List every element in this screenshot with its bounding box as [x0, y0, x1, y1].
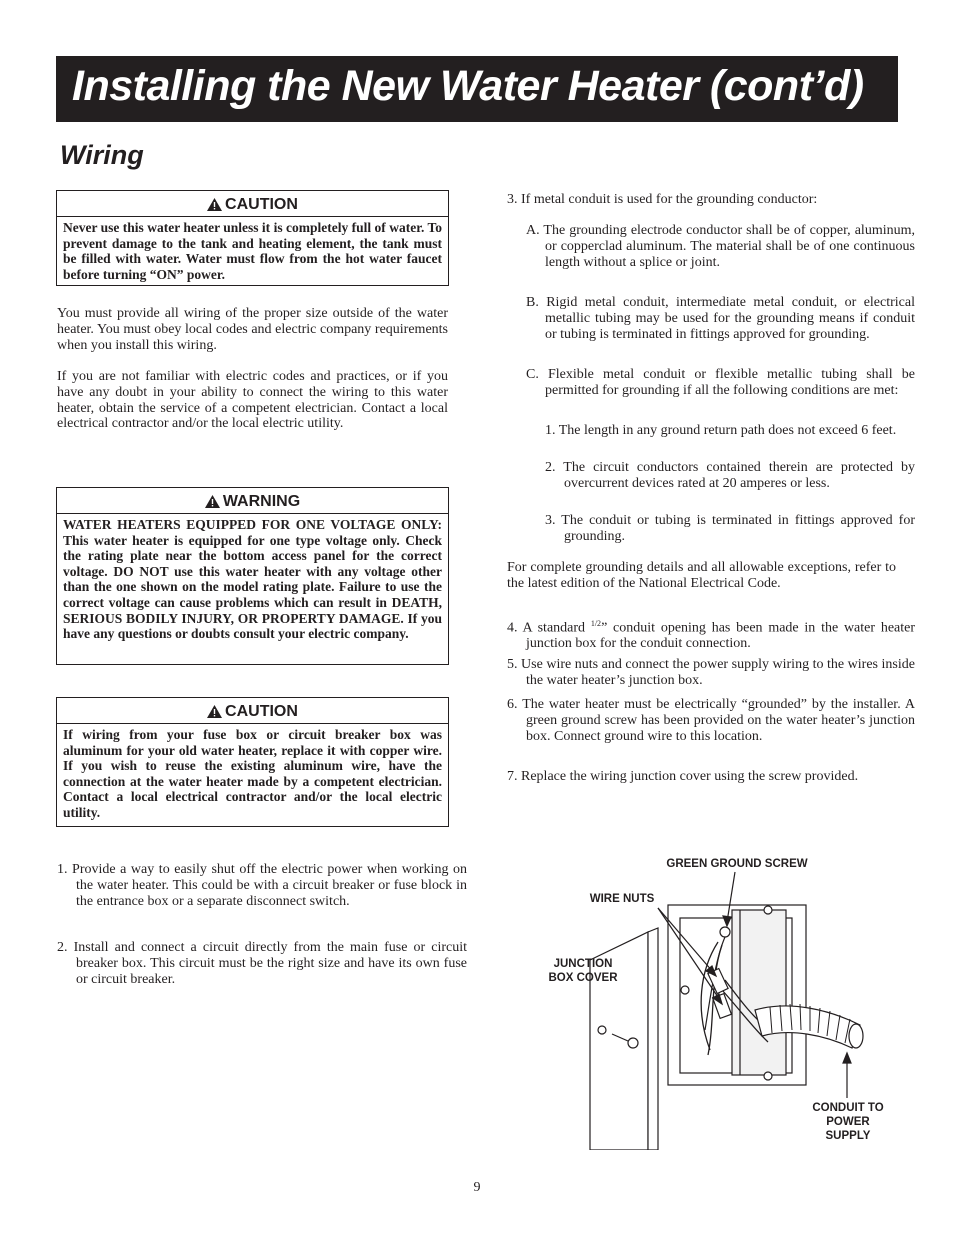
- fraction: 1/2: [590, 619, 602, 628]
- label-conduit: CONDUIT TO POWER SUPPLY: [812, 1102, 884, 1142]
- list-item: B. Rigid metal conduit, intermediate metal conduit, or electrical metallic tubing may be used for the grounding means if conduit or tubing is terminated in fittings approved for grounding.: [526, 295, 915, 342]
- caution-box-1: [56, 190, 449, 286]
- paragraph: For complete grounding details and all allowable exceptions, refer to the latest edition of the National Electrical Code.: [507, 560, 896, 591]
- list-item: 3. The conduit or tubing is terminated in fittings approved for grounding.: [545, 513, 915, 544]
- list-item: 4. A standard $^{1/2}$” conduit opening has been made in the water heater junction box for the conduit connection.: [507, 619, 916, 652]
- warning-triangle-icon: [207, 705, 222, 718]
- caution-heading: CAUTION: [57, 702, 448, 724]
- caution-box-2: [56, 697, 449, 827]
- label-junction-box-cover: JUNCTION BOX COVER: [548, 958, 618, 984]
- list-item: C. Flexible metal conduit or flexible metallic tubing shall be permitted for grounding if all the following conditions are met:: [526, 367, 915, 398]
- list-item: 6. The water heater must be electrically “grounded” by the installer. A green ground screw has been provided on the water heater’s junction box. Connect ground wire to this location.: [507, 697, 915, 744]
- caution-text: If wiring from your fuse box or circuit breaker box was aluminum for your old water heater, replace it with copper wire. If you wish to reuse the existing aluminum wire, have the connection at the water heater made by a competent electrician. Contact a local electrical contractor and/or the local electric utility.: [63, 727, 442, 820]
- paragraph: You must provide all wiring of the proper size outside of the water heater. You must obey local codes and electric company requirements when you install this wiring.: [57, 306, 448, 353]
- section-title: Wiring: [60, 140, 144, 170]
- warning-triangle-icon: [207, 198, 222, 211]
- title-banner: [56, 56, 898, 122]
- list-item: 2. The circuit conductors contained therein are protected by overcurrent devices rated at 20 amperes or less.: [545, 460, 915, 491]
- page-number: 9: [473, 1180, 481, 1195]
- warning-text: WATER HEATERS EQUIPPED FOR ONE VOLTAGE ONLY: This water heater is equipped for one type voltage only. Check the rating plate near the bottom access panel for the correct voltage. DO NOT use this water heater with any voltage other than the one shown on the model rating plate. Failure to use the correct voltage can cause problems which can result in DEATH, SERIOUS BODILY INJURY, OR PROPERTY DAMAGE. If you have any questions or doubts consult your electric company.: [63, 517, 442, 642]
- page-title: Installing the New Water Heater (cont’d): [72, 62, 864, 110]
- caution-heading: CAUTION: [57, 195, 448, 217]
- paragraph: If you are not familiar with electric codes and practices, or if you have any doubt in your ability to connect the wiring to this water heater, obtain the service of a competent electrician. Contact a local electrical contractor and/or the local electric utility.: [57, 369, 448, 432]
- warning-heading: WARNING: [57, 492, 448, 514]
- warning-triangle-icon: [205, 495, 220, 508]
- warning-box: [56, 487, 449, 665]
- label-wire-nuts: WIRE NUTS: [589, 893, 655, 905]
- list-item: 1. The length in any ground return path does not exceed 6 feet.: [545, 423, 897, 438]
- label-green-ground-screw: GREEN GROUND SCREW: [666, 858, 808, 870]
- list-item: 7. Replace the wiring junction cover using the screw provided.: [507, 769, 859, 784]
- list-item: 3. If metal conduit is used for the grounding conductor:: [507, 192, 818, 207]
- list-item: 2. Install and connect a circuit directly from the main fuse or circuit breaker box. This circuit must be the right size and have its own fuse or circuit breaker.: [57, 940, 467, 987]
- list-item: A. The grounding electrode conductor shall be of copper, aluminum, or copperclad aluminum. The material shall be of one continuous length without a splice or joint.: [526, 223, 915, 270]
- caution-text: Never use this water heater unless it is completely full of water. To prevent damage to the tank and heating element, the tank must be filled with water. Water must flow from the hot water faucet before turning “ON” power.: [63, 220, 442, 282]
- list-item: 5. Use wire nuts and connect the power supply wiring to the wires inside the water heater’s junction box.: [507, 657, 915, 688]
- list-item: 1. Provide a way to easily shut off the electric power when working on the water heater. This could be with a circuit breaker or fuse block in the entrance box or a separate disconnect switch.: [57, 862, 467, 909]
